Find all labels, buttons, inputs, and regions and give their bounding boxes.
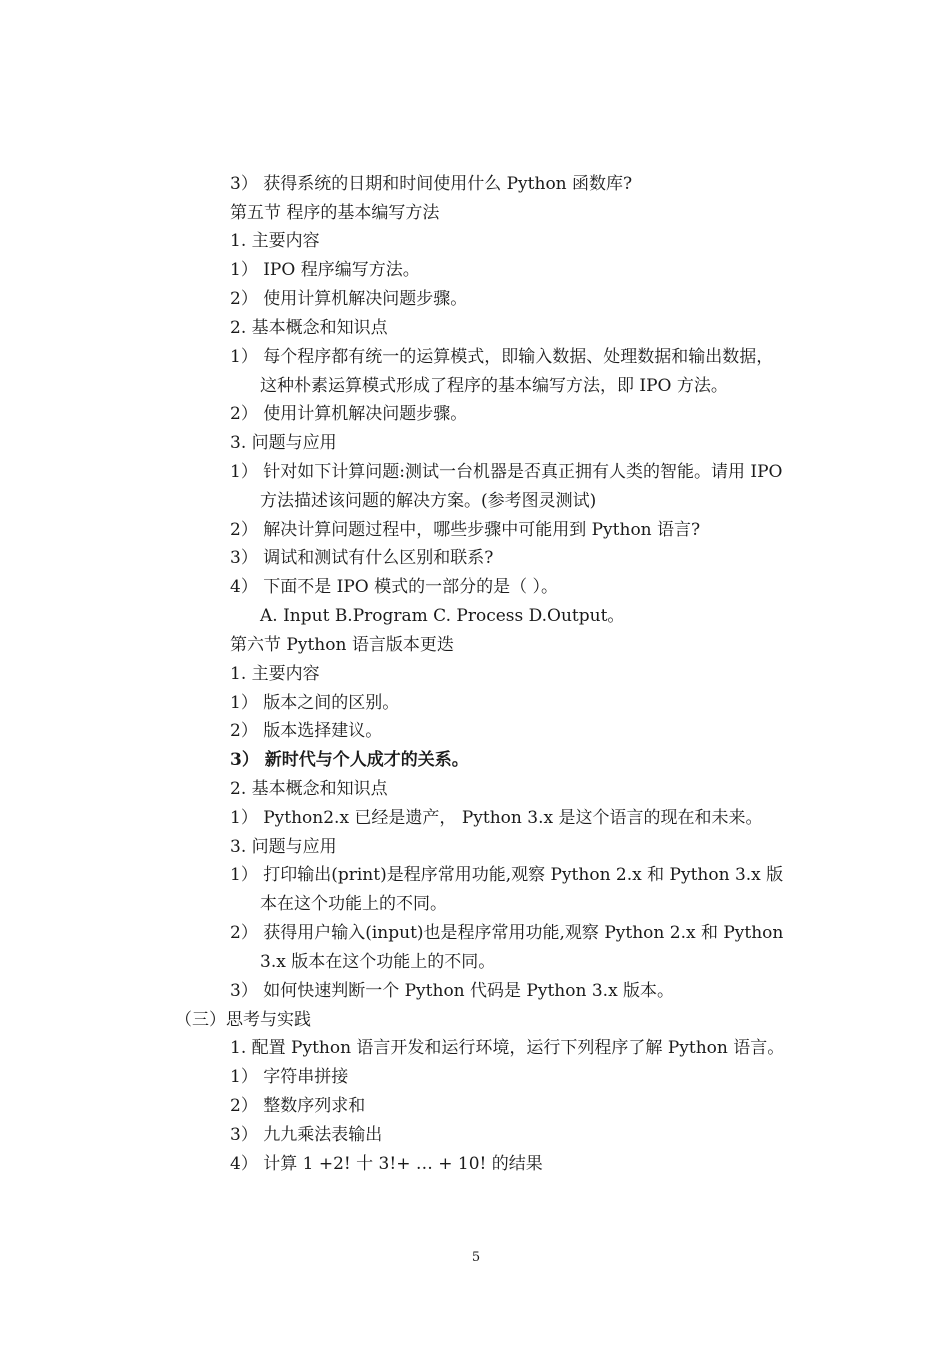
page-number: 5	[471, 1250, 481, 1265]
subsection-heading: 1. 配置 Python 语言开发和运行环境，运行下列程序了解 Python 语言。	[230, 1038, 785, 1058]
list-item: 2） 整数序列求和	[230, 1096, 366, 1116]
subsection-heading: 2. 基本概念和知识点	[230, 318, 388, 338]
answer-options: A. Input B.Program C. Process D.Output。	[260, 606, 625, 626]
list-item: 4） 计算 1 +2! 十 3!+ … + 10! 的结果	[230, 1154, 543, 1174]
list-item: 1） 字符串拼接	[230, 1067, 349, 1087]
list-item: 2） 使用计算机解决问题步骤。	[230, 404, 468, 424]
list-item: 1） 针对如下计算问题:测试一台机器是否真正拥有人类的智能。请用 IPO	[230, 462, 783, 482]
list-item: 1） 打印输出(print)是程序常用功能,观察 Python 2.x 和 Python 3.x 版	[230, 865, 784, 885]
text-line: 3） 获得系统的日期和时间使用什么 Python 函数库?	[230, 174, 633, 194]
list-item-continuation: 这种朴素运算模式形成了程序的基本编写方法，即 IPO 方法。	[260, 376, 728, 396]
list-item: 1） IPO 程序编写方法。	[230, 260, 420, 280]
list-item: 3） 如何快速判断一个 Python 代码是 Python 3.x 版本。	[230, 981, 675, 1001]
list-item: 2） 获得用户输入(input)也是程序常用功能,观察 Python 2.x 和 Python	[230, 923, 784, 943]
subsection-heading: 3. 问题与应用	[230, 433, 337, 453]
subsection-heading: 1. 主要内容	[230, 231, 320, 251]
list-item: 1） Python2.x 已经是遗产， Python 3.x 是这个语言的现在和未来。	[230, 808, 763, 828]
list-item: 2） 解决计算问题过程中，哪些步骤中可能用到 Python 语言?	[230, 520, 701, 540]
list-item: 2） 版本选择建议。	[230, 721, 383, 741]
list-item: 1） 每个程序都有统一的运算模式，即输入数据、处理数据和输出数据，	[230, 347, 774, 367]
list-item: 3） 调试和测试有什么区别和联系?	[230, 548, 494, 568]
list-item-continuation: 3.x 版本在这个功能上的不同。	[260, 952, 496, 972]
list-item: 2） 使用计算机解决问题步骤。	[230, 289, 468, 309]
subsection-heading: 2. 基本概念和知识点	[230, 779, 388, 799]
section-heading: 第六节 Python 语言版本更迭	[230, 635, 454, 655]
section-heading: 第五节 程序的基本编写方法	[230, 203, 440, 223]
list-item-continuation: 方法描述该问题的解决方案。(参考图灵测试)	[260, 491, 597, 511]
list-item-continuation: 本在这个功能上的不同。	[260, 894, 447, 914]
section-heading: （三）思考与实践	[175, 1010, 311, 1030]
subsection-heading: 3. 问题与应用	[230, 837, 337, 857]
list-item: 1） 版本之间的区别。	[230, 693, 400, 713]
list-item: 3） 九九乘法表输出	[230, 1125, 383, 1145]
list-item-bold: 3） 新时代与个人成才的关系。	[230, 750, 469, 770]
list-item: 4） 下面不是 IPO 模式的一部分的是（ ）。	[230, 577, 559, 597]
subsection-heading: 1. 主要内容	[230, 664, 320, 684]
